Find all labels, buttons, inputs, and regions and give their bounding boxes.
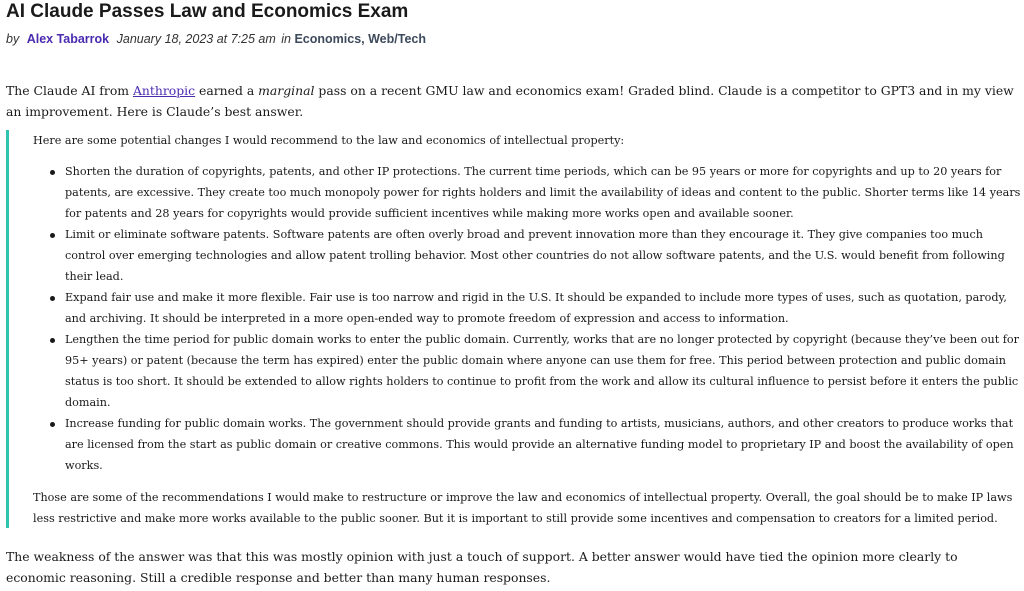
bullet-icon <box>50 422 55 427</box>
bullet-icon <box>50 338 55 343</box>
intro-text-3: pass on a recent GMU law and economics exam! Graded blind. Claude is a competitor to GPT3 and in my view an improvement. Here is Claude’s best answer. <box>6 83 1014 119</box>
recommendations-list <box>33 161 1023 476</box>
list-item-text: Limit or eliminate software patents. Software patents are often overly broad and prevent innovation more than they encourage it. They give companies too much control over emerging technologies and allow patent trolling behavior. Most other countries do not allow software patents, and the U.S. would benefit from following their lead. <box>65 228 1005 283</box>
intro-text-2: earned a <box>195 83 259 98</box>
list-item-text: Shorten the duration of copyrights, patents, and other IP protections. The current time periods, which can be 95 years or more for copyrights and up to 20 years for patents, are excessive. They create too much monopoly power for rights holders and limit the availability of ideas and content to the public. Shorter terms like 14 years for patents and 28 years for copyrights would provide sufficient incentives while making more works open and available sooner. <box>65 165 1021 220</box>
author-link[interactable]: Alex Tabarrok <box>26 32 110 46</box>
list-item-text: Increase funding for public domain works. The government should provide grants and funding to artists, musicians, authors, and other creators to produce works that are licensed from the start as public domain or creative commons. This would provide an alternative funding model to proprietary IP and boost the availability of open works. <box>65 417 1014 472</box>
list-item <box>33 413 1023 476</box>
category-separator: , <box>361 32 369 46</box>
claude-answer-blockquote <box>6 130 1021 528</box>
bullet-icon <box>50 233 55 238</box>
anthropic-link[interactable]: Anthropic <box>132 83 196 98</box>
list-item <box>33 224 1023 287</box>
post-title: AI Claude Passes Law and Economics Exam <box>6 1 409 22</box>
category-link-economics[interactable]: Economics <box>294 32 362 46</box>
category-link-webtech[interactable]: Web/Tech <box>368 32 426 46</box>
byline-by: by <box>6 32 20 46</box>
intro-text-1: The Claude AI from <box>6 83 133 98</box>
intro-paragraph <box>6 80 1016 122</box>
outro-paragraph: The weakness of the answer was that this was mostly opinion with just a touch of support. A better answer would have tied the opinion more clearly to economic reasoning. Still a credible response and better than many human responses. <box>6 549 958 585</box>
bullet-icon <box>50 296 55 301</box>
list-item <box>33 161 1023 224</box>
byline-in: in <box>281 32 291 46</box>
list-item-text: Expand fair use and make it more flexible. Fair use is too narrow and rigid in the U.S. It should be expanded to include more types of uses, such as quotation, parody, and archiving. It should be interpreted in a more open-ended way to promote freedom of expression and access to information. <box>65 291 1007 325</box>
byline <box>6 31 426 47</box>
intro-emphasis: marginal <box>258 83 315 98</box>
quote-lead: Here are some potential changes I would recommend to the law and economics of intellectual property: <box>33 134 625 147</box>
list-item-text: Lengthen the time period for public domain works to enter the public domain. Currently, works that are no longer protected by copyright (because they’ve been out for 95+ years) or patent (because the term has expired) enter the public domain where anyone can use them for free. This period between protection and public domain status is too short. It should be extended to allow rights holders to continue to profit from the work and allow its cultural influence to persist before it enters the public domain. <box>65 333 1019 409</box>
list-item <box>33 287 1023 329</box>
quote-closing: Those are some of the recommendations I would make to restructure or improve the law and economics of intellectual property. Overall, the goal should be to make IP laws less restrictive and make more works available to the public sooner. But it is important to still provide some incentives and compensation to creators for a limited period. <box>33 491 1013 525</box>
bullet-icon <box>50 170 55 175</box>
list-item <box>33 329 1023 413</box>
post-date: January 18, 2023 at 7:25 am <box>116 32 276 46</box>
